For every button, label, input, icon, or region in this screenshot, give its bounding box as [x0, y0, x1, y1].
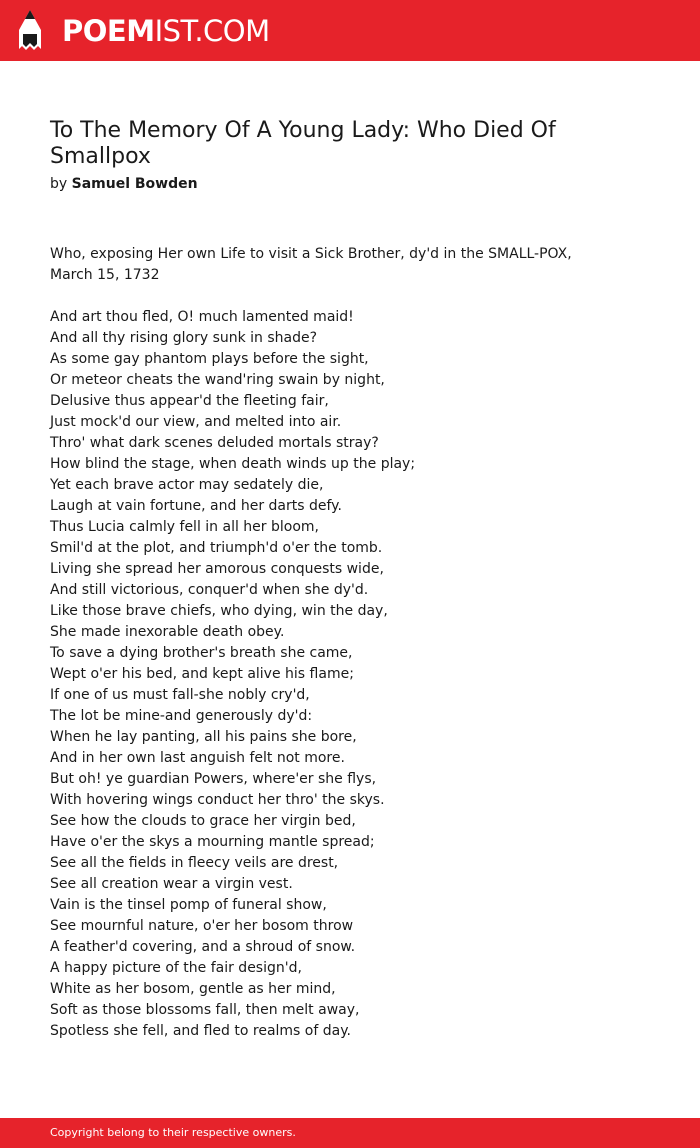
poem-line: As some gay phantom plays before the sight, [50, 351, 369, 367]
poem-body [50, 307, 650, 1042]
poem-line: How blind the stage, when death winds up the play; [50, 456, 416, 472]
poem-title: To The Memory Of A Young Lady: Who Died Of Smallpox [50, 118, 556, 169]
poem-line: And art thou fled, O! much lamented maid! [50, 309, 354, 325]
poem-line: Vain is the tinsel pomp of funeral show, [50, 897, 327, 913]
poem-line: Just mock'd our view, and melted into air. [50, 414, 342, 430]
poem-line: When he lay panting, all his pains she bore, [50, 729, 357, 745]
poem-line: With hovering wings conduct her thro' the skys. [50, 792, 385, 808]
poem-line: Wept o'er his bed, and kept alive his flame; [50, 666, 354, 682]
poem-line: Soft as those blossoms fall, then melt away, [50, 1002, 360, 1018]
byline [50, 174, 198, 194]
poem-line: And still victorious, conquer'd when she dy'd. [50, 582, 369, 598]
poem-line: Living she spread her amorous conquests wide, [50, 561, 384, 577]
poem-line: See all creation wear a virgin vest. [50, 876, 293, 892]
poem-line: Thro' what dark scenes deluded mortals stray? [50, 435, 379, 451]
site-header [0, 0, 700, 61]
pencil-icon[interactable] [17, 10, 43, 52]
poem-line: She made inexorable death obey. [50, 624, 285, 640]
logo-bold-text: POEM [62, 14, 155, 48]
poem-line: See all the fields in fleecy veils are drest, [50, 855, 339, 871]
poem-line: Laugh at vain fortune, and her darts defy. [50, 498, 342, 514]
poem-line: Spotless she fell, and fled to realms of day. [50, 1023, 351, 1039]
site-footer [0, 1118, 700, 1148]
poem-line: A happy picture of the fair design'd, [50, 960, 302, 976]
author-name: Samuel Bowden [71, 176, 198, 192]
poem-line: Or meteor cheats the wand'ring swain by night, [50, 372, 385, 388]
poem-dedication: Who, exposing Her own Life to visit a Sick Brother, dy'd in the SMALL-POX, March 15, 1732 [50, 246, 572, 283]
poem-line: See how the clouds to grace her virgin bed, [50, 813, 356, 829]
poem-line: Have o'er the skys a mourning mantle spread; [50, 834, 375, 850]
poem-line: Delusive thus appear'd the fleeting fair, [50, 393, 329, 409]
poem-line: Like those brave chiefs, who dying, win the day, [50, 603, 388, 619]
copyright-text: Copyright belong to their respective owners. [50, 1126, 296, 1139]
byline-prefix: by [50, 176, 68, 192]
poem-line: To save a dying brother's breath she came, [50, 645, 353, 661]
site-logo[interactable] [62, 14, 270, 48]
poem-line: Thus Lucia calmly fell in all her bloom, [50, 519, 319, 535]
poem-line: But oh! ye guardian Powers, where'er she flys, [50, 771, 377, 787]
poem-line: White as her bosom, gentle as her mind, [50, 981, 336, 997]
poem-line: Yet each brave actor may sedately die, [50, 477, 324, 493]
logo-light-text: IST.COM [154, 14, 270, 48]
poem-line: The lot be mine-and generously dy'd: [50, 708, 313, 724]
poem-line: And all thy rising glory sunk in shade? [50, 330, 318, 346]
poem-line: If one of us must fall-she nobly cry'd, [50, 687, 310, 703]
poem-line: Smil'd at the plot, and triumph'd o'er the tomb. [50, 540, 383, 556]
poem-line: A feather'd covering, and a shroud of snow. [50, 939, 356, 955]
poem-line: See mournful nature, o'er her bosom throw [50, 918, 354, 934]
poem-line: And in her own last anguish felt not more. [50, 750, 345, 766]
